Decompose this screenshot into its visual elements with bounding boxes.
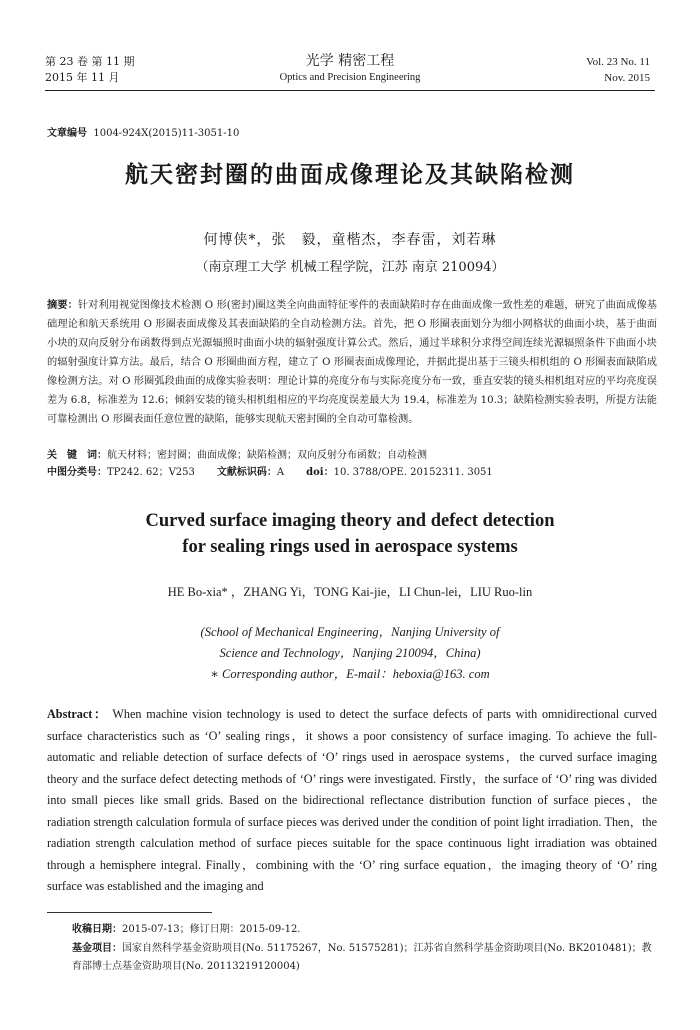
affiliation-cn: （南京理工大学 机械工程学院，江苏 南京 210094） <box>195 260 505 275</box>
funding-label: 基金项目： <box>72 943 122 954</box>
abstract-cn <box>47 296 657 429</box>
title-en <box>0 508 700 560</box>
volume-line-en: Vol. 23 No. 11 <box>586 56 650 68</box>
journal-name-cn: 光学 精密工程 <box>305 53 395 69</box>
date-line-en: Nov. 2015 <box>604 72 650 84</box>
title-en-line2: for sealing rings used in aerospace systems <box>182 537 518 557</box>
footnote-dates <box>72 921 660 939</box>
classification-line <box>47 465 657 481</box>
dates-label: 收稿日期： <box>72 924 122 935</box>
authors-en: HE Bo-xia* ，ZHANG Yi，TONG Kai-jie，LI Chun-lei，LIU Ruo-lin <box>167 585 533 599</box>
keywords-cn-text: 航天材料；密封圈；曲面成像；缺陷检测；双向反射分布函数；自动检测 <box>107 450 427 461</box>
abstract-en-label: Abstract： <box>47 707 108 721</box>
dates-text: 2015-07-13；修订日期：2015-09-12. <box>122 924 301 935</box>
keywords-cn <box>47 448 657 464</box>
title-cn: 航天密封圈的曲面成像理论及其缺陷检测 <box>125 162 575 188</box>
title-en-line1: Curved surface imaging theory and defect detection <box>145 511 555 531</box>
doi-value: 10. 3788/OPE. 20152311. 3051 <box>333 467 493 478</box>
doc-code-value: A <box>276 467 285 478</box>
keywords-cn-label: 关 键 词： <box>47 450 107 461</box>
article-number <box>47 124 239 139</box>
affiliation-en-line1: (School of Mechanical Engineering，Nanjing University of <box>200 625 500 639</box>
date-line: 2015 年 11 月 <box>45 71 120 84</box>
abstract-en-text: When machine vision technology is used to detect the surface defects of parts with omnidirectional curved surface characteristics such as ‘O’ sealing rings，it shows a poor consistency of surface imaging. To achieve the full-automatic and reliable detection of surface defects of ‘O’ rings used in aerospace systems，the curved surface imaging theory and the surface defect detecting methods of ‘O’ rings were investigated. Firstly，the surface of ‘O’ ring was divided into small pieces like small grids. Based on the bidirectional reflectance distribution function of surface pieces，the radiation strength calculation formula of surface pieces was derived under the condition of point light irradiation. Then，the radiation strength calculation method of surface pieces suitable for the space continuous light irradiation was obtained through a hemisphere integral. Finally，combining with the ‘O’ ring surface equation，the imaging theory of ‘O’ ring surface was established and the imaging and <box>47 707 658 893</box>
article-number-label: 文章编号 <box>47 128 87 139</box>
corresponding-author: ∗ Corresponding author，E-mail：heboxia@163. com <box>210 667 490 681</box>
abstract-cn-label: 摘要： <box>47 299 78 311</box>
doc-code-label: 文献标识码： <box>216 467 277 478</box>
clc-label: 中图分类号： <box>47 467 107 478</box>
clc-value: TP242. 62；V253 <box>107 467 195 478</box>
volume-issue-en <box>586 54 650 86</box>
abstract-en <box>47 704 657 898</box>
footnote-divider <box>47 912 212 913</box>
funding-text: 国家自然科学基金资助项目(No. 51175267，No. 51575281)；江苏省自然科学基金资助项目(No. BK2010481)；教育部博士点基金资助项目(No. 20113219120004) <box>72 943 652 972</box>
authors-cn: 何博侠*，张 毅，童楷杰，李春雷，刘若琳 <box>203 232 497 248</box>
doi-label: doi： <box>306 467 334 478</box>
header-divider <box>45 90 655 91</box>
volume-line: 第 23 卷 第 11 期 <box>45 55 135 68</box>
footnote-funding <box>72 940 660 976</box>
abstract-cn-text: 针对利用视觉图像技术检测 O 形(密封)圈这类全向曲面特征零件的表面缺陷时存在曲面成像一致性差的难题，研究了曲面成像基础理论和航天系统用 O 形圈表面成像及其表面缺陷的全自动检测方法。首先，把 O 形圈表面划分为细小网格状的曲面小块，基于曲面小块的双向反射分布函数得到点光源辐照时曲面小块的辐射强度计算公式。然后，通过半球积分求得空间连续光源辐照条件下曲面小块的辐射强度计算方法。最后，结合 O 形圈曲面方程，建立了 O 形圈表面成像理论，并据此提出基于三镜头相机组的 O 形圈表面缺陷成像检测方法。对 O 形圈弧段曲面的成像实验表明：理论计算的亮度分布与实际亮度分布一致，垂直安装的镜头相机组对应的平均亮度误差为 6.8，标准差为 12.6；倾斜安装的镜头相机组相应的平均亮度误差最大为 19.4，标准差为 10.3；缺陷检测实验表明，所提方法能可靠检测出 O 形圈表面任意位置的缺陷，能够实现航天密封圈的全自动可靠检测。 <box>47 300 657 425</box>
article-number-value: 1004-924X(2015)11-3051-10 <box>93 128 240 139</box>
affiliation-en <box>0 622 700 685</box>
journal-name-en: Optics and Precision Engineering <box>279 72 421 83</box>
affiliation-en-line2: Science and Technology，Nanjing 210094，China) <box>219 646 481 660</box>
